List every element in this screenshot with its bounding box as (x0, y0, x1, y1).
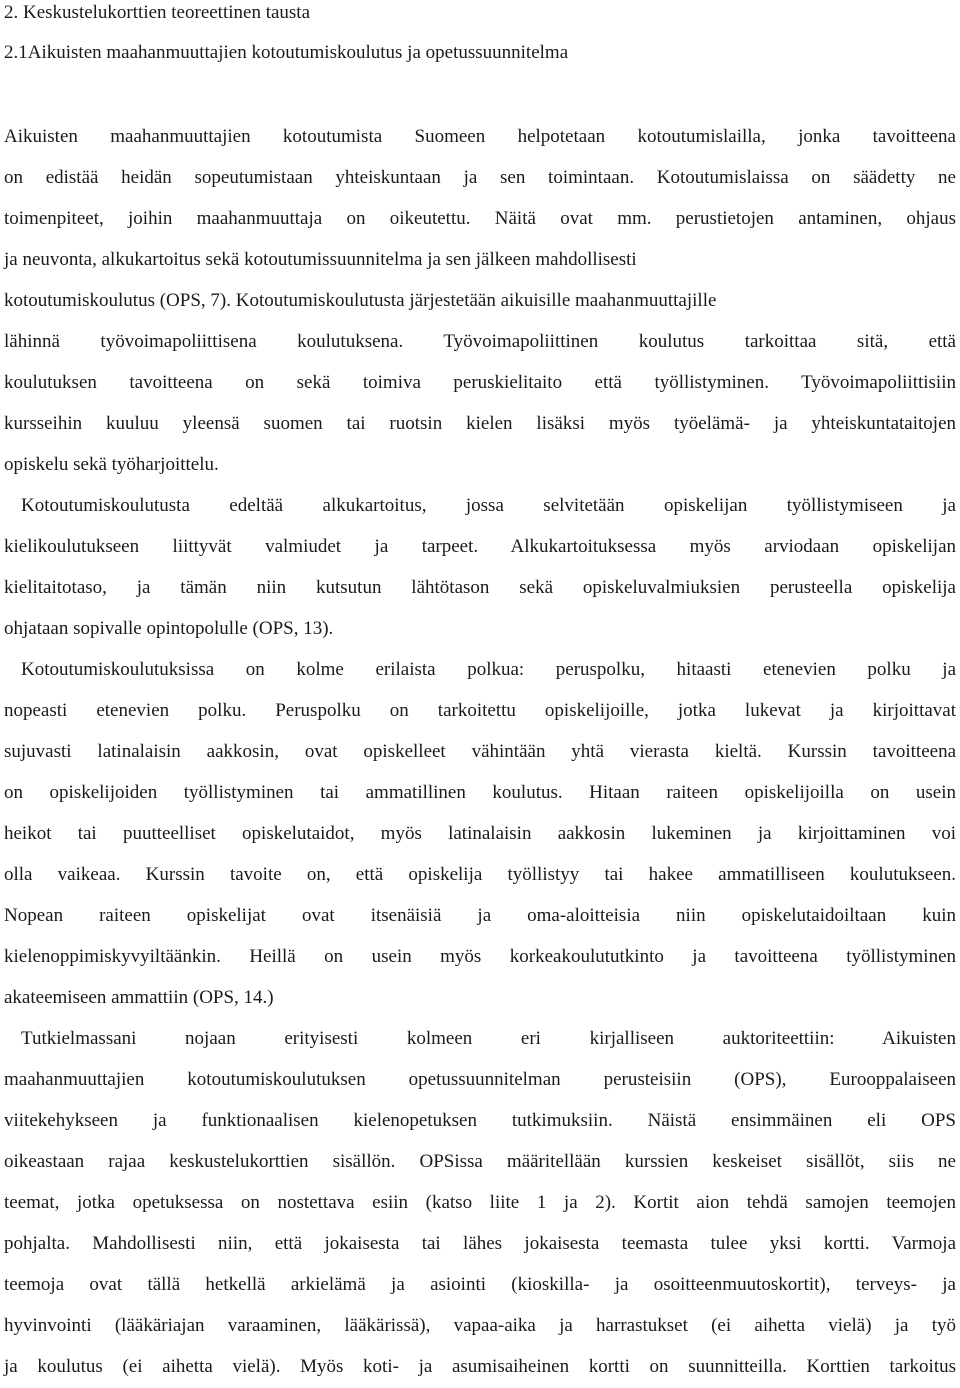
text-line: ohjataan sopivalle opintopolulle (OPS, 13). (4, 618, 334, 639)
text-line: Nopean raiteen opiskelijat ovat itsenäisiä ja oma-aloitteisia niin opiskelutaidoiltaan kuin (4, 905, 956, 926)
text-line: Aikuisten maahanmuuttajien kotoutumista Suomeen helpotetaan kotoutumislailla, jonka tavoitteena (4, 126, 956, 147)
text-line: oikeastaan rajaa keskustelukorttien sisällön. OPSissa määritellään kurssien keskeiset sisällöt, siis ne (4, 1151, 956, 1172)
text-line: heikot tai puutteelliset opiskelutaidot, myös latinalaisin aakkosin lukeminen ja kirjoittaminen voi (4, 823, 956, 844)
paragraph-integration-law (4, 116, 956, 485)
paragraph-learning-paths (4, 649, 956, 1018)
subsection-heading: 2.1Aikuisten maahanmuuttajien kotoutumiskoulutus ja opetussuunnitelma (4, 42, 569, 63)
text-line: on edistää heidän sopeutumistaan yhteiskuntaan ja sen toimintaan. Kotoutumislaissa on säädetty ne (4, 167, 956, 188)
text-line: toimenpiteet, joihin maahanmuuttaja on oikeutettu. Näitä ovat mm. perustietojen antaminen, ohjaus (4, 208, 956, 229)
text-line: akateemiseen ammattiin (OPS, 14.) (4, 987, 274, 1008)
text-line: kielenoppimiskyvyiltäänkin. Heillä on usein myös korkeakoulututkinto ja tavoitteena työllistyminen (4, 946, 956, 967)
text-line: kursseihin kuuluu yleensä suomen tai ruotsin kielen lisäksi myös työelämä- ja yhteiskuntataitojen (4, 413, 956, 434)
text-line: ja neuvonta, alkukartoitus sekä kotoutumissuunnitelma ja sen jälkeen mahdollisesti (4, 249, 637, 270)
text-line: ja koulutus (ei aihetta vielä). Myös koti- ja asumisaiheinen kortti on suunnitteilla. Korttien tarkoitus (4, 1356, 956, 1377)
text-line: opiskelu sekä työharjoittelu. (4, 454, 219, 475)
text-line: teemat, jotka opetuksessa on nostettava esiin (katso liite 1 ja 2). Kortit aion tehdä samojen teemojen (4, 1192, 956, 1213)
text-line: kotoutumiskoulutus (OPS, 7). Kotoutumiskoulutusta järjestetään aikuisille maahanmuuttajille (4, 290, 717, 311)
document-page (4, 0, 956, 1377)
text-line: kielitaitotaso, ja tämän niin kutsutun lähtötason sekä opiskeluvalmiuksien perusteella opiskelija (4, 577, 956, 598)
text-line: maahanmuuttajien kotoutumiskoulutuksen opetussuunnitelman perusteisiin (OPS), Eurooppalaiseen (4, 1069, 956, 1090)
text-line: koulutuksen tavoitteena on sekä toimiva peruskielitaito että työllistyminen. Työvoimapoliittisiin (4, 372, 956, 393)
text-line: hyvinvointi (lääkäriajan varaaminen, lääkärissä), vapaa-aika ja harrastukset (ei aihetta vielä) ja työ (4, 1315, 956, 1336)
text-line: Kotoutumiskoulutuksissa on kolme erilaista polkua: peruspolku, hitaasti etenevien polku ja (21, 659, 956, 680)
text-line: teemoja ovat tällä hetkellä arkielämä ja asiointi (kioskilla- ja osoitteenmuutoskortit), terveys- ja (4, 1274, 956, 1295)
paragraph-sources (4, 1018, 956, 1387)
text-line: olla vaikeaa. Kurssin tavoite on, että opiskelija työllistyy tai hakee ammatilliseen koulutukseen. (4, 864, 956, 885)
text-line: kielikoulutukseen liittyvät valmiudet ja tarpeet. Alkukartoituksessa myös arviodaan opiskelijan (4, 536, 956, 557)
text-line: sujuvasti latinalaisin aakkosin, ovat opiskelleet vähintään yhtä vierasta kieltä. Kurssin tavoitteena (4, 741, 956, 762)
text-line: viitekehykseen ja funktionaalisen kielenopetuksen tutkimuksiin. Näistä ensimmäinen eli OPS (4, 1110, 956, 1131)
paragraph-initial-assessment (4, 485, 956, 649)
text-line: on opiskelijoiden työllistyminen tai ammatillinen koulutus. Hitaan raiteen opiskelijoilla on usein (4, 782, 956, 803)
text-line: Kotoutumiskoulutusta edeltää alkukartoitus, jossa selvitetään opiskelijan työllistymiseen ja (21, 495, 956, 516)
document-body (4, 116, 956, 1387)
section-heading: 2. Keskustelukorttien teoreettinen tausta (4, 2, 311, 23)
text-line: lähinnä työvoimapoliittisena koulutuksena. Työvoimapoliittinen koulutus tarkoittaa sitä, että (4, 331, 956, 352)
text-line: Tutkielmassani nojaan erityisesti kolmeen eri kirjalliseen auktoriteettiin: Aikuisten (21, 1028, 956, 1049)
text-line: pohjalta. Mahdollisesti niin, että jokaisesta tai lähes jokaisesta teemasta tulee yksi kortti. Varmoja (4, 1233, 956, 1254)
text-line: nopeasti etenevien polku. Peruspolku on tarkoitettu opiskelijoille, jotka lukevat ja kirjoittavat (4, 700, 956, 721)
